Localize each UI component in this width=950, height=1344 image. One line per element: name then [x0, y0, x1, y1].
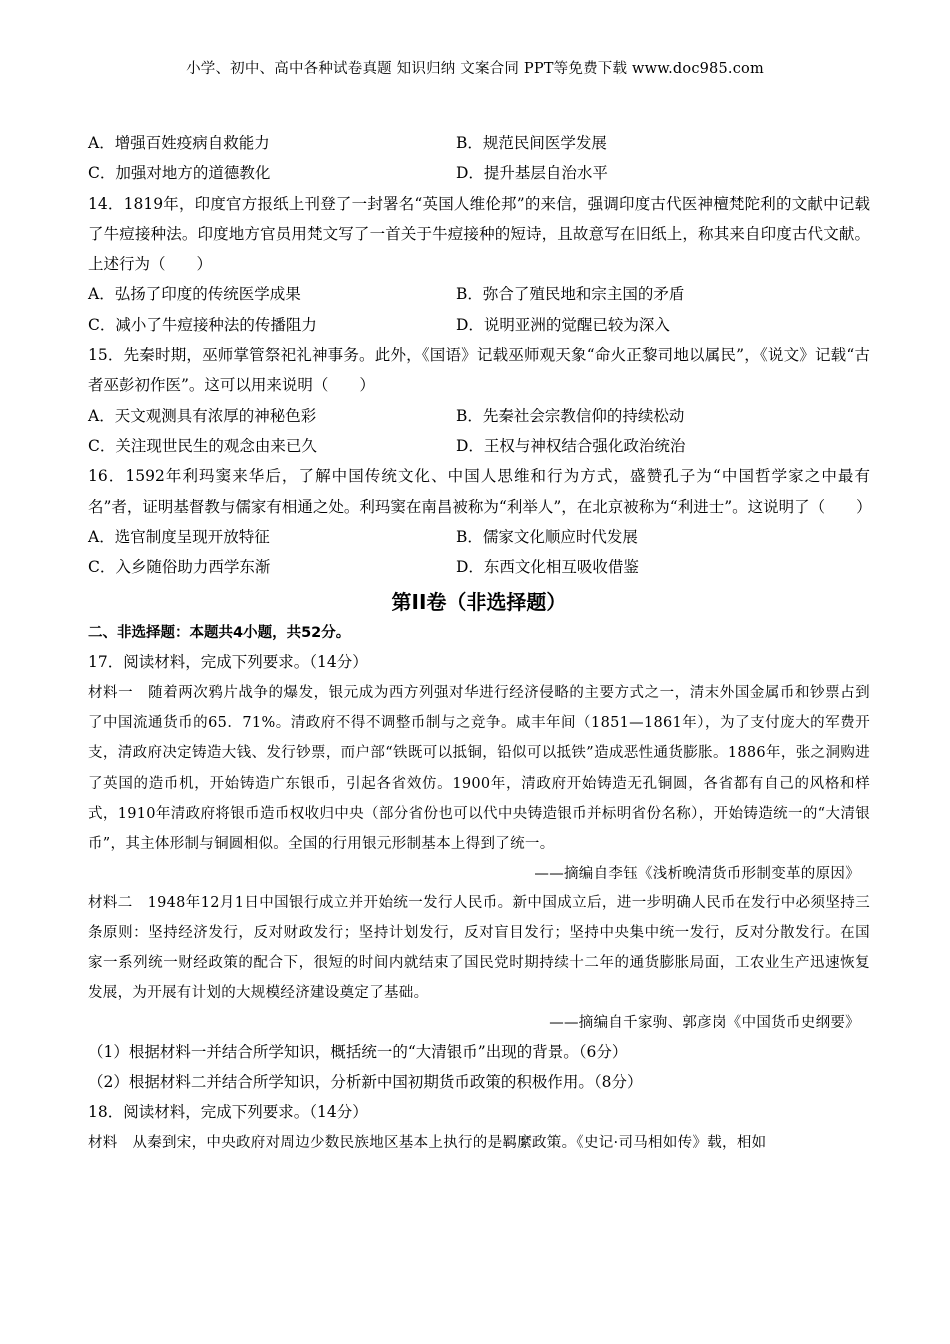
- q15-option-a: A．天文观测具有浓厚的神秘色彩: [88, 406, 317, 425]
- q16-option-b: B．儒家文化顺应时代发展: [456, 527, 638, 546]
- q17-citation-1: ——摘编自李钰《浅析晚清货币形制变革的原因》: [534, 865, 860, 882]
- q15-stem: 15．先秦时期，巫师掌管祭祀礼神事务。此外，《国语》记载巫师观天象“命火正黎司地以属民”，《说文》记载“古者巫彭初作医”。这可以用来说明（ ）: [88, 346, 870, 395]
- q17-material-2: 材料二 1948年12月1日中国银行成立并开始统一发行人民币。新中国成立后，进一步明确人民币在发行中必须坚持三条原则：坚持经济发行，反对财政发行；坚持计划发行，反对盲目发行；坚持中央集中统一发行，反对分散发行。在国家一系列统一财经政策的配合下，很短的时间内就结束了国民党时期持续十二年的通货膨胀局面，工农业生产迅速恢复发展，为开展有计划的大规模经济建设奠定了基础。: [88, 894, 870, 1002]
- q13-option-a: A．增强百姓疫病自救能力: [88, 134, 270, 152]
- q14-option-c: C．减小了牛痘接种法的传播阻力: [88, 315, 317, 334]
- q13-option-c: C．加强对地方的道德教化: [88, 164, 271, 183]
- q18-material: 材料 从秦到宋，中央政府对周边少数民族地区基本上执行的是羁縻政策。《史记·司马相如传》载，相如: [88, 1134, 767, 1151]
- part-heading: 二、非选择题：本题共4小题，共52分。: [88, 625, 351, 642]
- q13-option-d: D．提升基层自治水平: [456, 164, 608, 183]
- q15-option-b: B．先秦社会宗教信仰的持续松动: [456, 406, 685, 425]
- q16-option-c: C．入乡随俗助力西学东渐: [88, 558, 271, 577]
- q16-options-row-2: [88, 552, 870, 582]
- q15-options-row-1: [88, 401, 870, 431]
- q16-option-a: A．选官制度呈现开放特征: [88, 527, 270, 546]
- q15-options-row-2: [88, 431, 870, 461]
- q13-options-row-2: [88, 158, 870, 188]
- q18-stem: 18．阅读材料，完成下列要求。（14分）: [88, 1103, 368, 1122]
- page-content: [88, 128, 870, 1158]
- q17-material-1: 材料一 随着两次鸦片战争的爆发，银元成为西方列强对华进行经济侵略的主要方式之一，清末外国金属币和钞票占到了中国流通货币的65．71%。清政府不得不调整币制与之竞争。咸丰年间（1851—1861年），为了支付庞大的军费开支，清政府决定铸造大钱、发行钞票，而户部“铁既可以抵铜，铅似可以抵铁”造成恶性通货膨胀。1886年，张之洞购进了英国的造币机，开始铸造广东银币，引起各省效仿。1900年，清政府开始铸造无孔铜圆，各省都有自己的风格和样式，1910年清政府将银币造币权收归中央（部分省份也可以代中央铸造银币并标明省份名称），开始铸造统一的“大清银币”，其主体形制与铜圆相似。全国的行用银元形制基本上得到了统一。: [88, 684, 870, 853]
- q15-option-c: C．关注现世民生的观念由来已久: [88, 436, 317, 455]
- q17-citation-2: ——摘编自千家驹、郭彦岗《中国货币史纲要》: [549, 1014, 860, 1031]
- q14-option-d: D．说明亚洲的觉醒已较为深入: [456, 315, 670, 334]
- q14-stem: 14．1819年，印度官方报纸上刊登了一封署名“英国人维伦邦”的来信，强调印度古代医神檀梵陀利的文献中记载了牛痘接种法。印度地方官员用梵文写了一首关于牛痘接种的短诗，且故意写在旧纸上，称其来自印度古代文献。上述行为（ ）: [88, 194, 870, 274]
- q13-options-row-1: [88, 128, 870, 158]
- q15-option-d: D．王权与神权结合强化政治统治: [456, 436, 686, 455]
- q14-option-a: A．弘扬了印度的传统医学成果: [88, 285, 301, 304]
- q16-stem: 16．1592年利玛窦来华后，了解中国传统文化、中国人思维和行为方式，盛赞孔子为“中国哲学家之中最有名”者，证明基督教与儒家有相通之处。利玛窦在南昌被称为“利举人”，在北京被称为“利进士”。这说明了（ ）: [88, 467, 872, 516]
- q16-options-row-1: [88, 522, 870, 552]
- q16-option-d: D．东西文化相互吸收借鉴: [456, 558, 639, 577]
- page-header: 小学、初中、高中各种试卷真题 知识归纳 文案合同 PPT等免费下载 www.doc985.com: [186, 61, 764, 77]
- q14-options-row-2: [88, 310, 870, 340]
- q17-subquestion-1: （1）根据材料一并结合所学知识，概括统一的“大清银币”出现的背景。（6分）: [88, 1042, 628, 1061]
- q17-subquestion-2: （2）根据材料二并结合所学知识，分析新中国初期货币政策的积极作用。（8分）: [88, 1073, 643, 1092]
- q14-options-row-1: [88, 279, 870, 309]
- q14-option-b: B．弥合了殖民地和宗主国的矛盾: [456, 285, 685, 304]
- q13-option-b: B．规范民间医学发展: [456, 134, 607, 152]
- section-title: 第II卷（非选择题）: [391, 590, 567, 615]
- q17-stem: 17．阅读材料，完成下列要求。（14分）: [88, 653, 368, 672]
